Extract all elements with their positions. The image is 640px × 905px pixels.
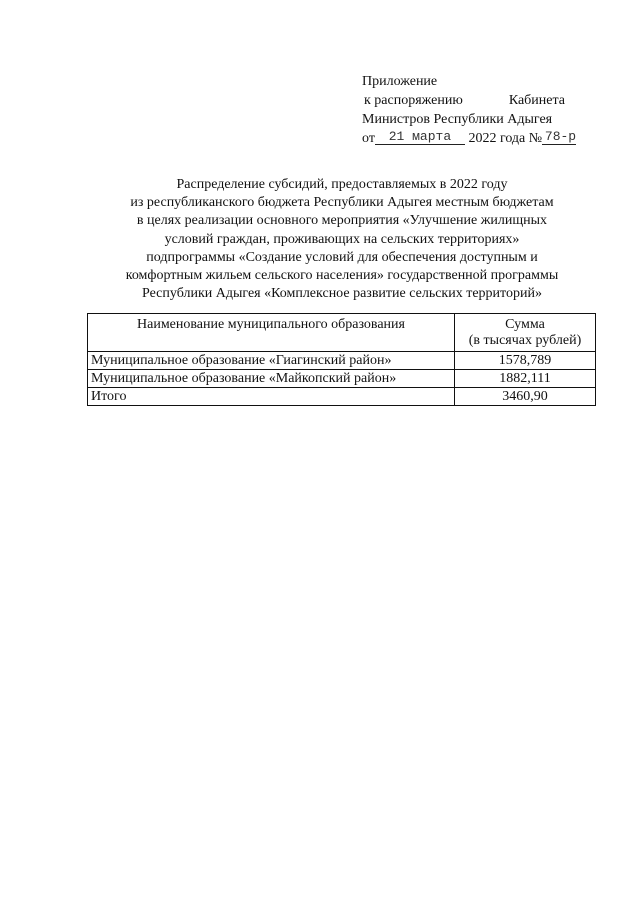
table-row xyxy=(88,352,596,370)
title-line: из республиканского бюджета Республики Адыгея местным бюджетам xyxy=(130,195,554,211)
subsidy-amount: 1882,111 xyxy=(455,370,596,388)
from-label: от xyxy=(362,131,375,146)
total-label: Итого xyxy=(88,388,455,406)
appendix-order-line xyxy=(362,91,602,110)
title-line: комфортным жильем сельского населения» государственной программы xyxy=(125,268,559,284)
header-amount-unit: (в тысячах рублей) xyxy=(468,333,582,348)
title-line: Распределение субсидий, предоставляемых в 2022 году xyxy=(176,177,508,192)
municipality-name: Муниципальное образование «Майкопский район» xyxy=(88,370,455,388)
total-amount: 3460,90 xyxy=(455,388,596,406)
table-row xyxy=(88,370,596,388)
title-line: условий граждан, проживающих на сельских территориях» xyxy=(164,231,520,247)
order-number: 78-р xyxy=(542,129,576,145)
header-amount-title: Сумма xyxy=(505,317,545,332)
appendix-cabinet-text: Кабинета xyxy=(508,93,566,108)
header-amount xyxy=(455,314,596,352)
title-line: подпрограммы «Создание условий для обеспечения доступным и xyxy=(146,249,538,265)
appendix-order-text: к распоряжению xyxy=(364,93,463,108)
header-municipality: Наименование муниципального образования xyxy=(88,314,455,352)
year-label: 2022 года № xyxy=(468,131,543,146)
municipality-name: Муниципальное образование «Гиагинский район» xyxy=(88,352,455,370)
title-line: Республики Адыгея «Комплексное развитие сельских территорий» xyxy=(142,286,542,302)
appendix-header xyxy=(362,72,602,148)
appendix-label: Приложение xyxy=(362,74,438,89)
table-header-row xyxy=(88,314,596,352)
table-row-total xyxy=(88,388,596,406)
order-date: 21 марта xyxy=(375,129,465,145)
subsidy-table xyxy=(87,313,596,406)
appendix-ministry-line: Министров Республики Адыгея xyxy=(362,112,553,127)
title-line: в целях реализации основного мероприятия «Улучшение жилищных xyxy=(136,213,548,229)
appendix-date-line xyxy=(362,129,602,148)
document-title xyxy=(82,176,602,303)
subsidy-amount: 1578,789 xyxy=(455,352,596,370)
